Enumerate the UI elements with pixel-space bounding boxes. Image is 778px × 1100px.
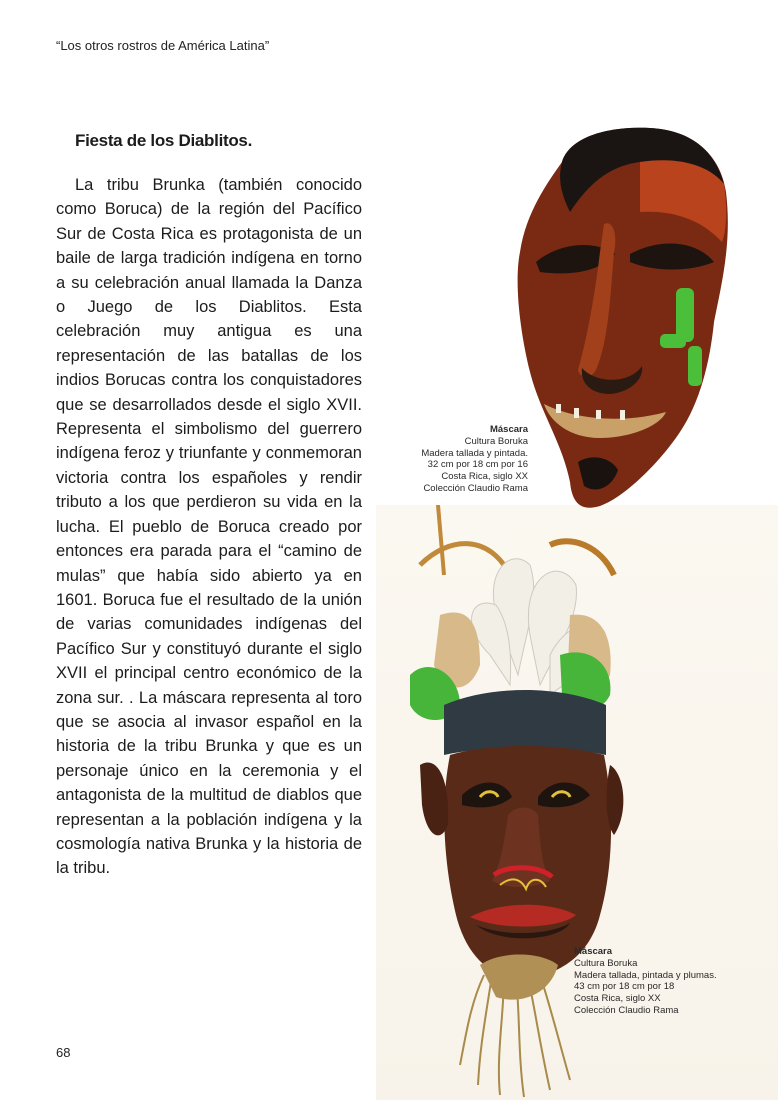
caption-line: Costa Rica, siglo XX	[574, 993, 661, 1005]
caption-title: Máscara	[574, 946, 613, 957]
boruca-mask-image-1	[500, 122, 735, 514]
caption-line: Costa Rica, siglo XX	[441, 471, 528, 483]
caption-title: Máscara	[489, 424, 528, 435]
body-paragraph: La tribu Brunka (también conocido como Boruca) de la región del Pacífico Sur de Costa Rica es protagonista de un baile de larga tradición indígena en torno a su celebración anual llamada la Danza o Juego de los Diablitos. Esta celebración muy antigua es una representación de las batallas de los indios Borucas contra los conquistadores que se desarrollados desde el siglo XVII. Representa el simbolismo del guerrero indígena feroz y triunfante y conmemoran victoria contra los españoles y rendir tributo a los que perdieron su vida en la lucha. El pueblo de Boruca creado por entonces era parada para el “camino de mulas” que había sido abierto ya en 1601. Boruca fue el resultado de la unión de varias comunidades indígenas del Pacífico Sur y constituyó durante el siglo XVII el principal centro económico de la zona sur. . La máscara representa al toro que se asocia al invasor español en la historia de la tribu Brunka y que es un personaje único en la ceremonia y el antagonista de la multitud de diablos que representan a la población indígena y la cosmología nativa Brunka y la historia de la tribu.	[56, 176, 362, 878]
caption-line: Cultura Boruka	[574, 957, 638, 969]
page-number: 68	[56, 1045, 71, 1060]
caption-line: Cultura Boruka	[464, 435, 528, 447]
caption-line: Colección Claudio Rama	[423, 482, 528, 494]
caption-line: 32 cm por 18 cm por 16	[427, 459, 528, 471]
figure-caption-1	[421, 424, 528, 495]
caption-line: Colección Claudio Rama	[574, 1004, 679, 1016]
figure-caption-2	[574, 946, 717, 1017]
caption-line: Madera tallada y pintada.	[421, 447, 528, 459]
caption-line: 43 cm por 18 cm por 18	[574, 981, 675, 993]
section-title: Fiesta de los Diablitos.	[75, 131, 253, 150]
caption-line: Madera tallada, pintada y plumas.	[574, 969, 717, 981]
running-header: “Los otros rostros de América Latina”	[56, 38, 270, 53]
